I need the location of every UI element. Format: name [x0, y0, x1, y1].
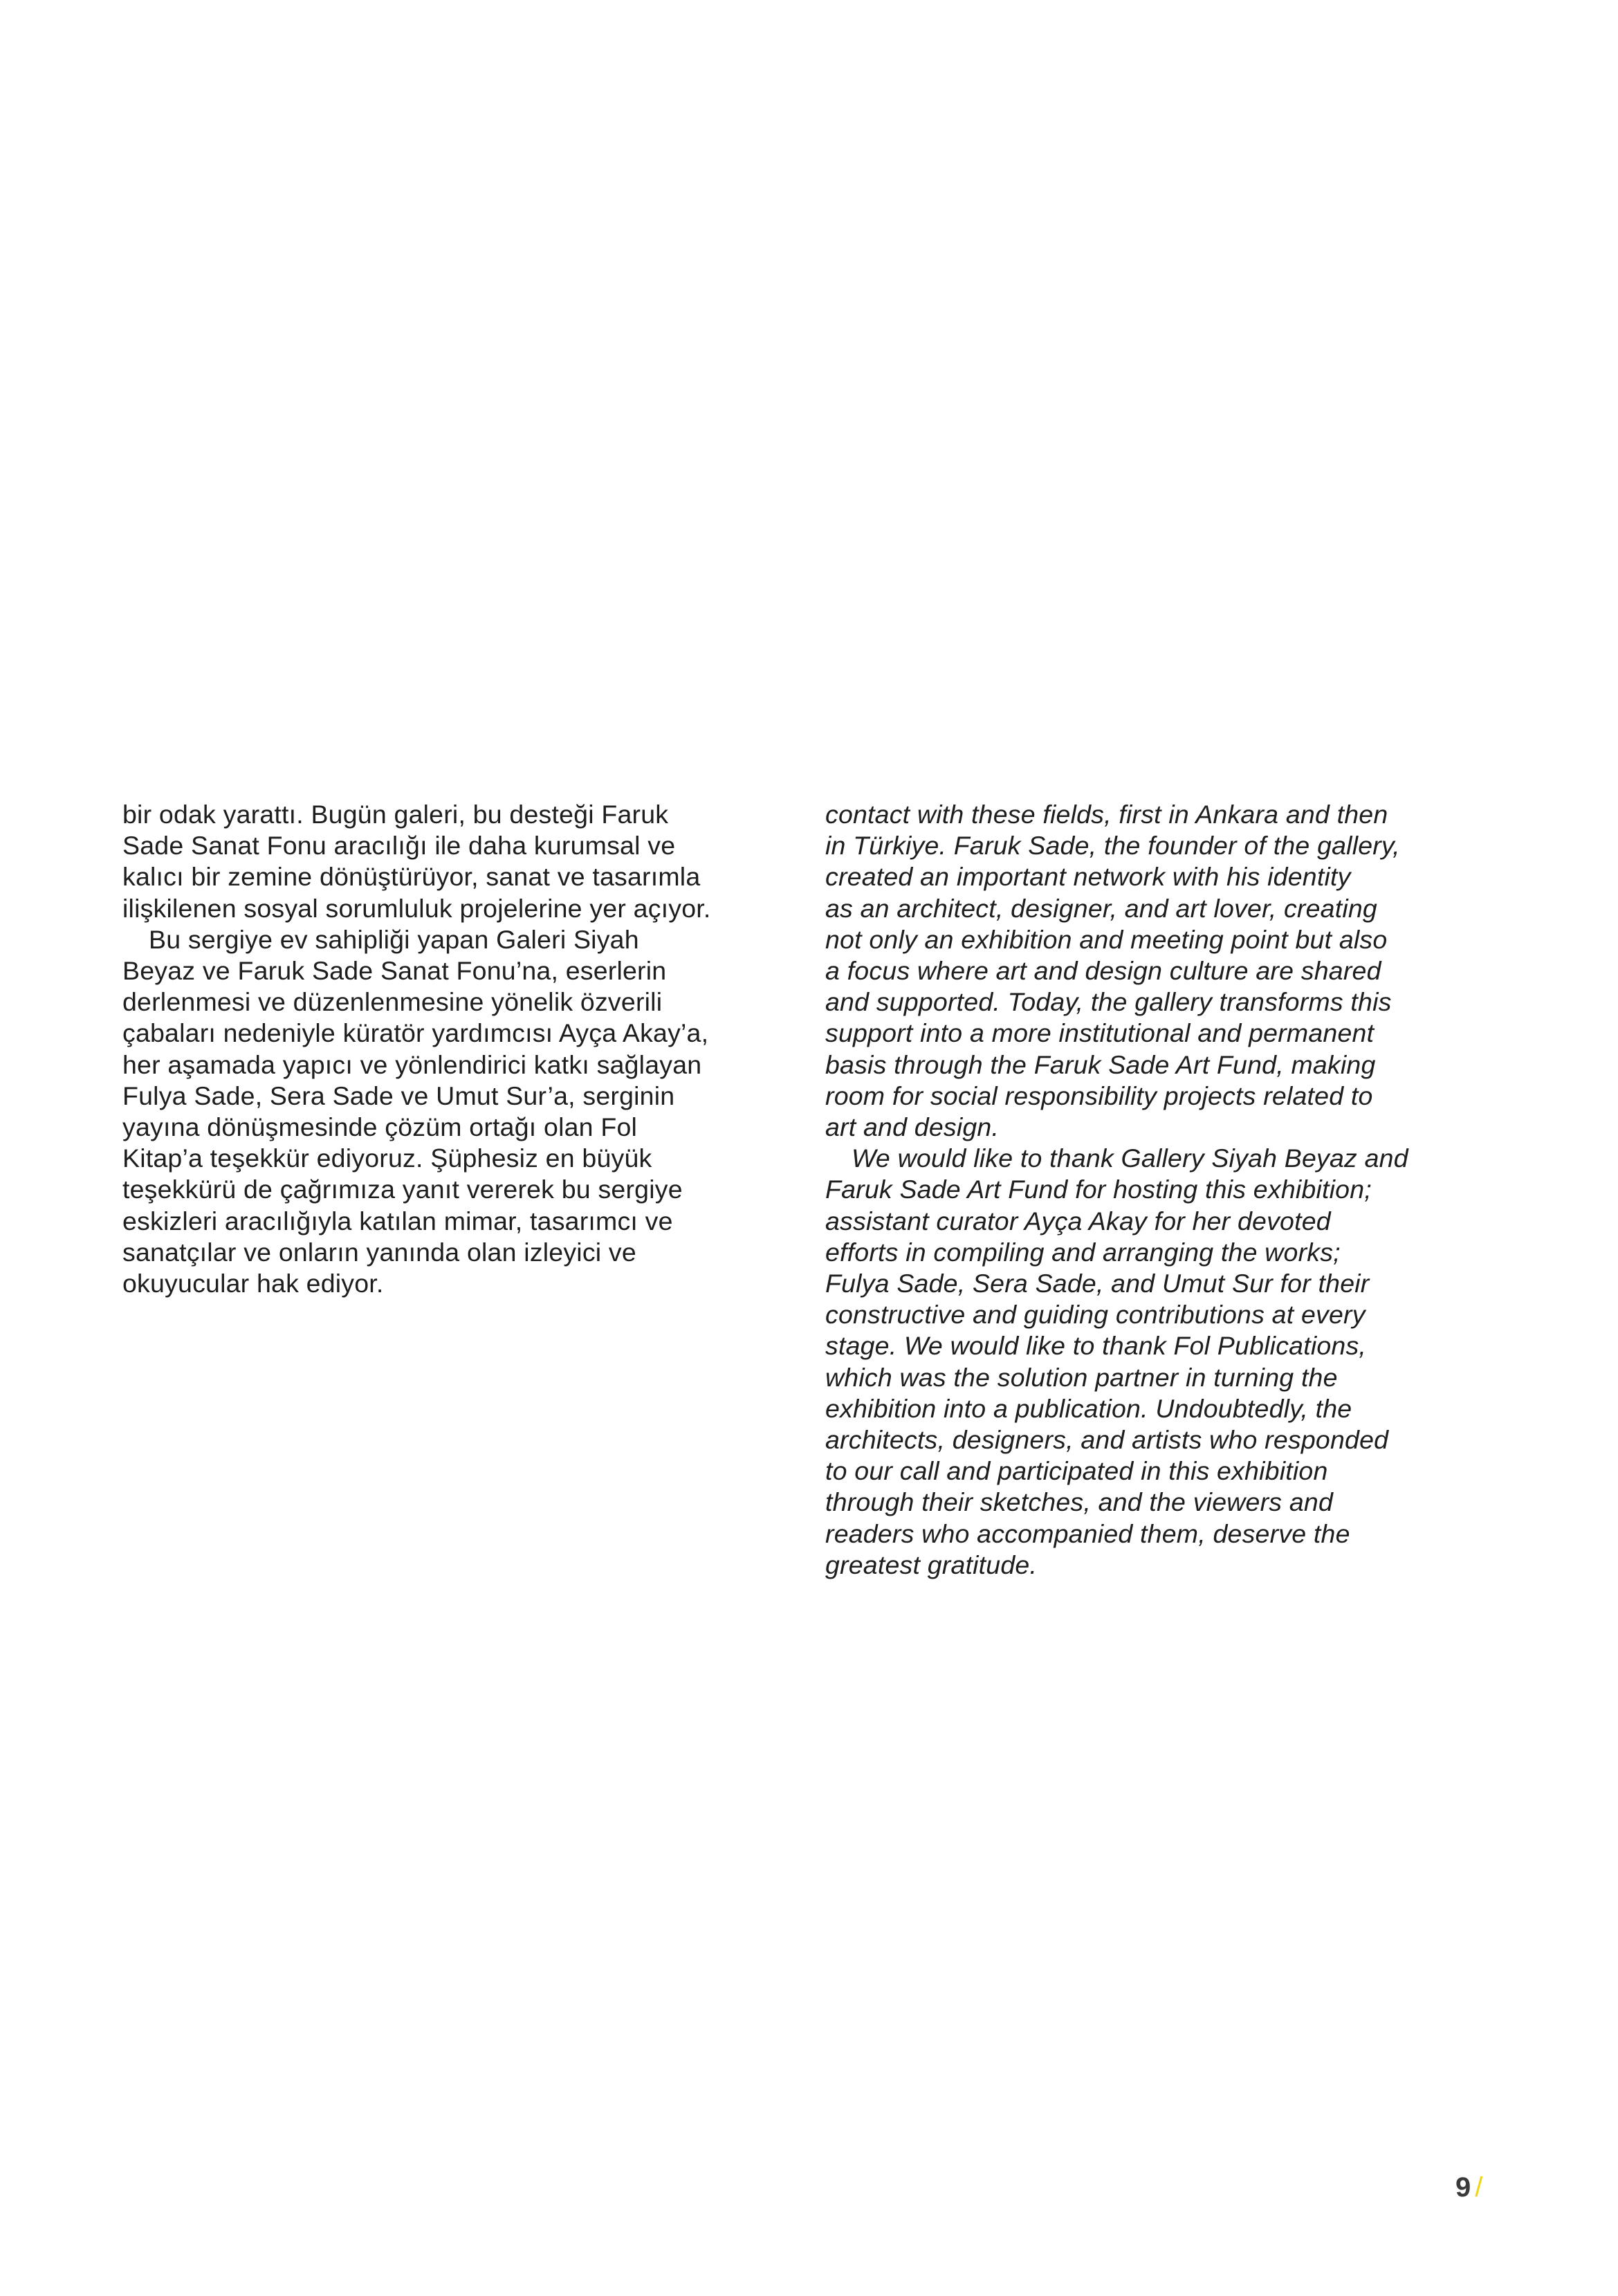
text-line: greatest gratitude.: [825, 1550, 1038, 1579]
text-line: Faruk Sade Art Fund for hosting this exhibition;: [825, 1175, 1372, 1204]
text-line: room for social responsibility projects related to: [825, 1081, 1373, 1110]
text-line: created an important network with his identity: [825, 862, 1351, 892]
text-line: not only an exhibition and meeting point but also: [825, 924, 1388, 954]
english-text-column: [825, 799, 1489, 1581]
text-line: Fulya Sade, Sera Sade ve Umut Sur’a, serginin: [122, 1081, 675, 1110]
text-line: constructive and guiding contributions at every: [825, 1300, 1366, 1330]
text-line: through their sketches, and the viewers and: [825, 1487, 1334, 1517]
text-line: teşekkürü de çağrımıza yanıt vererek bu sergiye: [122, 1175, 683, 1204]
text-line: Kitap’a teşekkür ediyoruz. Şüphesiz en büyük: [122, 1144, 652, 1173]
text-line: Sade Sanat Fonu aracılığı ile daha kurumsal ve: [122, 831, 676, 861]
text-line: yayına dönüşmesinde çözüm ortağı olan Fol: [122, 1112, 638, 1142]
text-line: ilişkilenen sosyal sorumluluk projelerine yer açıyor.: [122, 893, 711, 923]
text-line: stage. We would like to thank Fol Publications,: [825, 1331, 1367, 1361]
text-line: as an architect, designer, and art lover, creating: [825, 893, 1377, 923]
page-number-value: 9: [1455, 2172, 1471, 2203]
text-line: in Türkiye. Faruk Sade, the founder of the gallery,: [825, 831, 1400, 861]
text-line: exhibition into a publication. Undoubtedly, the: [825, 1393, 1352, 1423]
text-line: bir odak yarattı. Bugün galeri, bu desteği Faruk: [122, 800, 669, 829]
text-line: architects, designers, and artists who responded: [825, 1425, 1389, 1455]
turkish-text-column: [122, 799, 783, 1299]
text-line: Fulya Sade, Sera Sade, and Umut Sur for their: [825, 1269, 1370, 1298]
paragraph-start-line: We would like to thank Gallery Siyah Beyaz and: [852, 1144, 1408, 1173]
text-line: çabaları nedeniyle küratör yardımcısı Ayça Akay’a,: [122, 1018, 709, 1048]
paragraph-start-line: Bu sergiye ev sahipliği yapan Galeri Siyah: [149, 924, 639, 954]
text-line: art and design.: [825, 1112, 1000, 1142]
text-line: basis through the Faruk Sade Art Fund, making: [825, 1049, 1376, 1079]
text-line: efforts in compiling and arranging the works;: [825, 1237, 1341, 1267]
text-line: contact with these fields, first in Ankara and then: [825, 800, 1388, 829]
text-line: eskizleri aracılığıyla katılan mimar, tasarımcı ve: [122, 1206, 673, 1236]
text-line: to our call and participated in this exhibition: [825, 1456, 1328, 1486]
text-line: support into a more institutional and permanent: [825, 1018, 1375, 1048]
text-line: and supported. Today, the gallery transforms this: [825, 987, 1392, 1017]
text-line: readers who accompanied them, deserve the: [825, 1518, 1350, 1548]
text-line: kalıcı bir zemine dönüştürüyor, sanat ve tasarımla: [122, 862, 701, 892]
text-line: Beyaz ve Faruk Sade Sanat Fonu’na, eserlerin: [122, 956, 667, 986]
page-number: [1455, 2174, 1482, 2201]
text-line: okuyucular hak ediyor.: [122, 1269, 384, 1298]
text-line: derlenmesi ve düzenlenmesine yönelik özverili: [122, 987, 663, 1017]
text-line: her aşamada yapıcı ve yönlendirici katkı sağlayan: [122, 1049, 702, 1079]
page-number-separator: /: [1475, 2172, 1483, 2203]
text-line: a focus where art and design culture are shared: [825, 956, 1381, 986]
text-line: assistant curator Ayça Akay for her devoted: [825, 1206, 1331, 1236]
text-line: sanatçılar ve onların yanında olan izleyici ve: [122, 1237, 636, 1267]
text-line: which was the solution partner in turning the: [825, 1362, 1338, 1392]
